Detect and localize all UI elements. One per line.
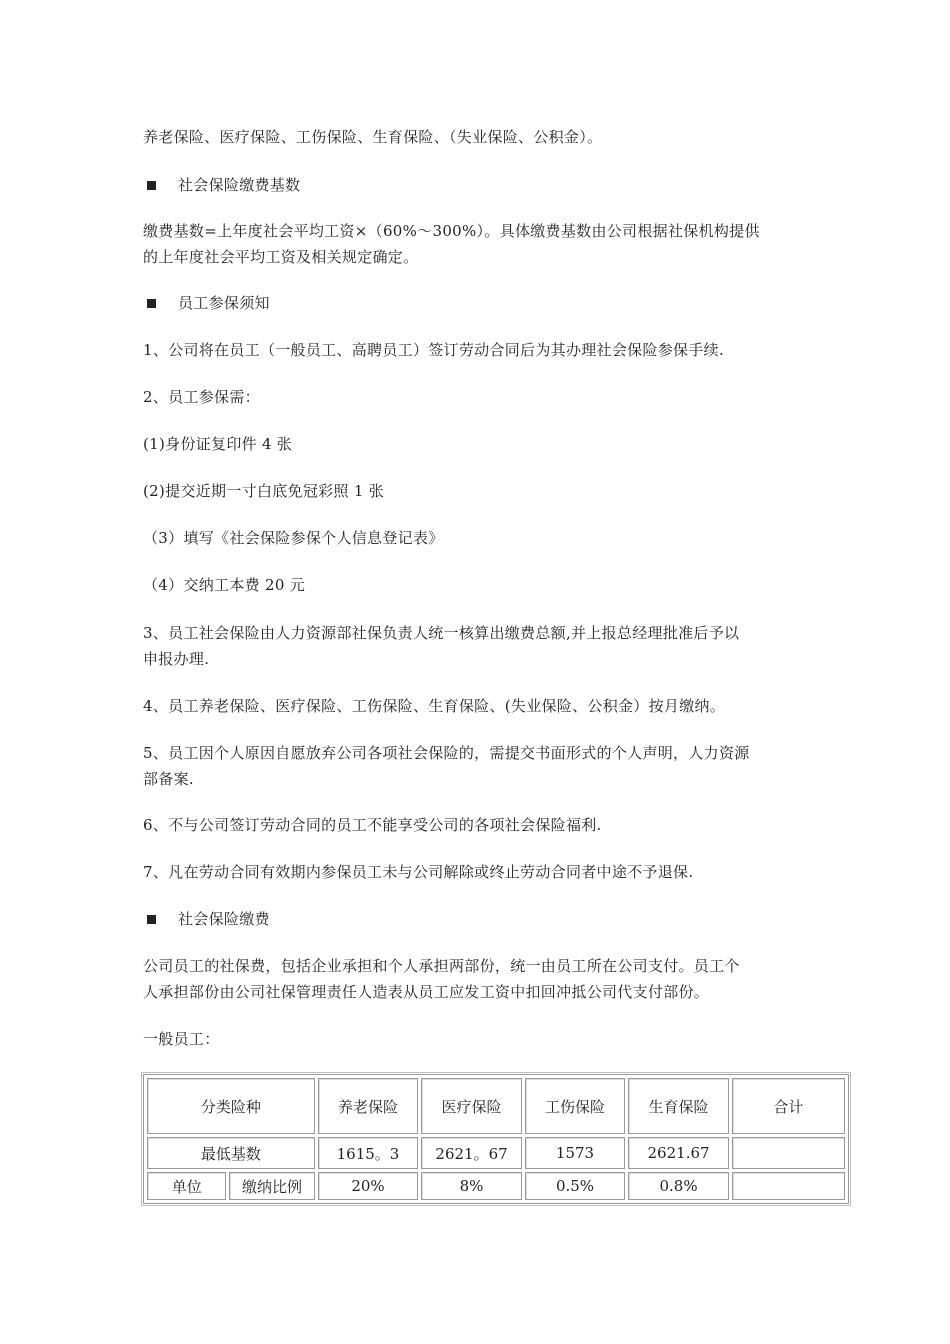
table-header-cell: 医疗保险	[421, 1078, 522, 1134]
list-item: 2、员工参保需：	[143, 388, 260, 406]
table-header-cell: 养老保险	[318, 1078, 419, 1134]
table-cell: 1573	[525, 1137, 625, 1169]
section-heading-contribution-base: 社会保险缴费基数	[143, 172, 813, 198]
list-item: 3、员工社会保险由人力资源部社保负责人统一核算出缴费总额,并上报总经理批准后予以 申报办理.	[143, 624, 740, 668]
table-cell: 20%	[318, 1172, 419, 1200]
contribution-base-paragraph: 缴费基数=上年度社会平均工资×（60%～300%）。具体缴费基数由公司根据社保机构提供 的上年度社会平均工资及相关规定确定。	[143, 222, 760, 266]
contribution-paragraph: 公司员工的社保费，包括企业承担和个人承担两部份，统一由员工所在公司支付。员工个 人承担部份由公司社保管理责任人造表从员工应发工资中扣回冲抵公司代支付部份。	[143, 957, 740, 1001]
insurance-types-line: 养老保险、医疗保险、工伤保险、生育保险、（失业保险、公积金）。	[143, 128, 603, 146]
table-row	[147, 1137, 845, 1169]
sub-list-item: (1)身份证复印件 4 张	[143, 435, 293, 453]
table-cell: 8%	[421, 1172, 522, 1200]
section-heading-contribution: 社会保险缴费	[143, 906, 813, 932]
table-cell: 最低基数	[147, 1137, 315, 1169]
square-bullet-icon	[147, 915, 156, 924]
table-cell: 0.5%	[525, 1172, 625, 1200]
table-header-cell: 分类险种	[147, 1078, 315, 1134]
insurance-rate-table	[143, 1074, 849, 1204]
square-bullet-icon	[147, 299, 156, 308]
table-cell: 缴纳比例	[229, 1172, 314, 1200]
list-item: 5、员工因个人原因自愿放弃公司各项社会保险的，需提交书面形式的个人声明，人力资源 部备案.	[143, 744, 750, 788]
table-header-cell: 工伤保险	[525, 1078, 625, 1134]
sub-list-item: (2)提交近期一寸白底免冠彩照 1 张	[143, 482, 385, 500]
table-cell	[732, 1137, 845, 1169]
sub-list-item: （4）交纳工本费 20 元	[143, 576, 306, 594]
general-staff-label: 一般员工：	[143, 1030, 220, 1048]
table-cell: 单位	[147, 1172, 226, 1200]
table-cell: 1615。3	[318, 1137, 419, 1169]
table-header-cell: 合计	[732, 1078, 845, 1134]
table-cell	[732, 1172, 845, 1200]
list-item: 4、员工养老保险、医疗保险、工伤保险、生育保险、(失业保险、公积金）按月缴纳。	[143, 697, 726, 715]
table-cell: 2621。67	[421, 1137, 522, 1169]
table-header-cell: 生育保险	[628, 1078, 729, 1134]
table-cell: 0.8%	[628, 1172, 729, 1200]
list-item: 6、不与公司签订劳动合同的员工不能享受公司的各项社会保险福利.	[143, 816, 602, 834]
list-item: 1、公司将在员工（一般员工、高聘员工）签订劳动合同后为其办理社会保险参保手续.	[143, 341, 725, 359]
square-bullet-icon	[147, 181, 156, 190]
table-header-row	[147, 1078, 845, 1134]
section-heading-enrollment-notice: 员工参保须知	[143, 290, 813, 316]
table-row	[147, 1172, 845, 1200]
table-cell: 2621.67	[628, 1137, 729, 1169]
sub-list-item: （3）填写《社会保险参保个人信息登记表》	[143, 529, 444, 547]
list-item: 7、凡在劳动合同有效期内参保员工未与公司解除或终止劳动合同者中途不予退保.	[143, 863, 694, 881]
